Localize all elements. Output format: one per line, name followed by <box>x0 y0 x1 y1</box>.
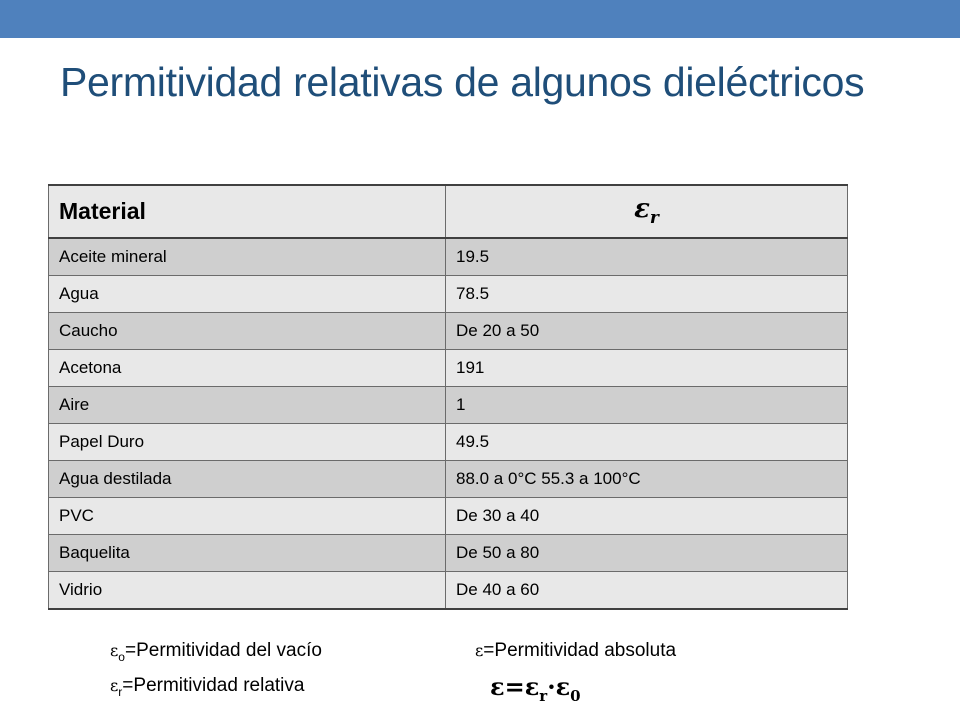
legend-absolute-permittivity <box>475 640 676 662</box>
top-accent-bar <box>0 0 960 38</box>
formula-dot: · <box>547 672 556 701</box>
table-row <box>49 387 848 424</box>
value-cell: 191 <box>446 350 848 387</box>
legend-vacuum-permittivity <box>110 640 322 664</box>
legend-e0-text: =Permitividad del vacío <box>124 640 322 661</box>
table-row <box>49 424 848 461</box>
table-row <box>49 535 848 572</box>
value-cell: 49.5 <box>446 424 848 461</box>
legend-e0-subscript: o <box>118 649 125 664</box>
legend-e0-symbol: ε <box>110 641 119 660</box>
material-cell: Aceite mineral <box>49 238 446 276</box>
value-cell: 88.0 a 0°C 55.3 a 100°C <box>446 461 848 498</box>
legend-er-text: =Permitividad relativa <box>122 675 305 696</box>
material-cell: Agua <box>49 276 446 313</box>
formula-equals: = <box>504 672 525 701</box>
material-cell: Vidrio <box>49 572 446 610</box>
header-er-symbol: ε <box>634 194 650 225</box>
material-cell: Agua destilada <box>49 461 446 498</box>
value-cell: De 20 a 50 <box>446 313 848 350</box>
legend-relative-permittivity <box>110 675 304 699</box>
header-material: Material <box>49 185 446 238</box>
material-cell: Caucho <box>49 313 446 350</box>
legend-er-subscript: r <box>118 684 123 699</box>
formula-e0: ε <box>555 672 571 701</box>
formula-er-subscript: r <box>539 686 548 705</box>
formula-er: ε <box>524 672 540 701</box>
table-row <box>49 350 848 387</box>
header-relative-permittivity <box>446 185 848 238</box>
material-cell: Acetona <box>49 350 446 387</box>
legend-e-symbol: ε <box>475 641 484 660</box>
formula-e0-subscript: 0 <box>570 686 581 705</box>
table-row <box>49 313 848 350</box>
table-row <box>49 461 848 498</box>
material-cell: Baquelita <box>49 535 446 572</box>
table-row <box>49 238 848 276</box>
table-row <box>49 498 848 535</box>
value-cell: 78.5 <box>446 276 848 313</box>
legend-er-symbol: ε <box>110 676 119 695</box>
value-cell: De 40 a 60 <box>446 572 848 610</box>
value-cell: De 30 a 40 <box>446 498 848 535</box>
material-cell: Papel Duro <box>49 424 446 461</box>
table-header-row <box>49 185 848 238</box>
material-cell: Aire <box>49 387 446 424</box>
material-cell: PVC <box>49 498 446 535</box>
value-cell: 19.5 <box>446 238 848 276</box>
legend-e-text: =Permitividad absoluta <box>483 640 677 661</box>
dielectric-table <box>48 184 848 610</box>
formula-lhs: ε <box>490 672 505 701</box>
header-er-subscript: r <box>649 208 659 229</box>
slide-title: Permitividad relativas de algunos dieléctricos <box>60 59 865 105</box>
value-cell: De 50 a 80 <box>446 535 848 572</box>
value-cell: 1 <box>446 387 848 424</box>
permittivity-formula <box>490 672 581 705</box>
table-row <box>49 276 848 313</box>
table-row <box>49 572 848 610</box>
